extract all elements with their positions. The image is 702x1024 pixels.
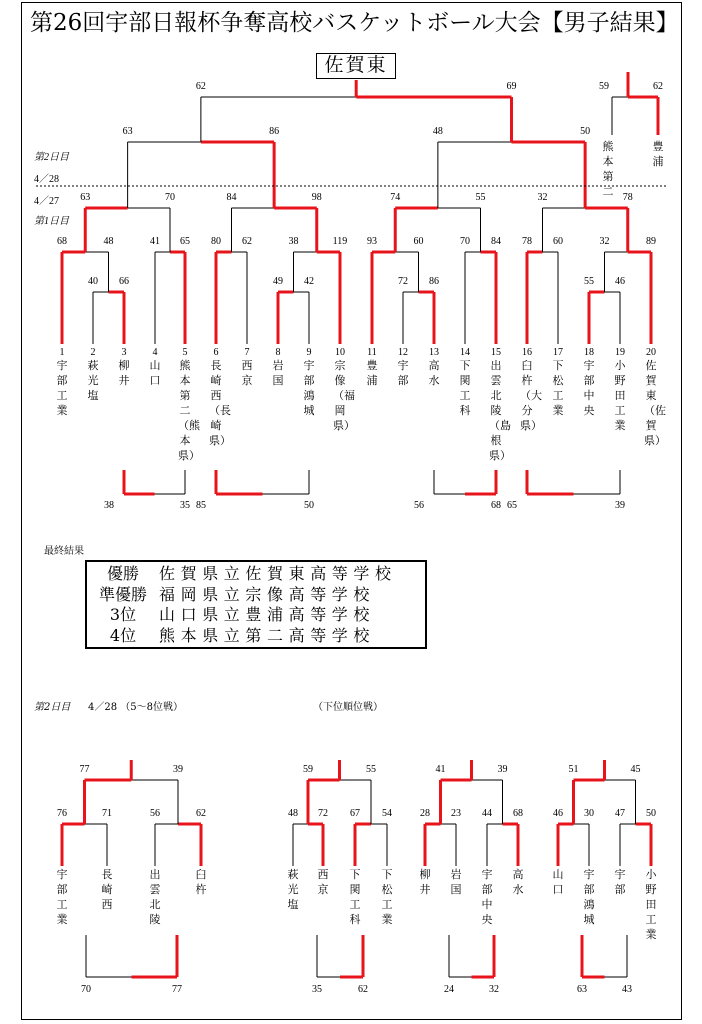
result-school: 福岡県立宗像高等学校 (159, 584, 376, 604)
match-score: 70 (165, 192, 175, 203)
school-name: 宇部中央 (481, 869, 493, 926)
school-name: 長崎西（長崎県） (209, 360, 231, 447)
school-entry (348, 868, 362, 928)
match-score: 32 (599, 236, 610, 247)
school-number: 15 (491, 347, 501, 358)
school-entry (601, 140, 615, 200)
match-score: 40 (88, 276, 98, 287)
match-score: 49 (273, 276, 283, 287)
match-score: 62 (196, 808, 206, 819)
day1-label: 第1日目 (34, 216, 69, 227)
school-name: 下関工科 (459, 360, 471, 417)
match-score: 47 (615, 808, 625, 819)
school-number: 19 (615, 347, 625, 358)
school-name: 熊本第二 (602, 141, 614, 198)
school-entry (100, 868, 114, 913)
school-entry (55, 346, 69, 419)
match-score: 98 (311, 192, 322, 203)
match-score: 23 (451, 808, 461, 819)
school-number: 6 (213, 347, 219, 358)
school-name: 山口 (552, 869, 564, 896)
school-entry (651, 140, 665, 170)
result-school: 佐賀県立佐賀東高等学校 (159, 564, 397, 583)
school-number: 5 (182, 347, 188, 358)
school-name: 宇部工業 (56, 360, 68, 417)
school-name: 宇部 (397, 360, 409, 387)
lower-consolation-score: 62 (358, 984, 368, 995)
page-title: 第26回宇部日報杯争奪高校バスケットボール大会【男子結果】 (30, 10, 679, 36)
school-number: 1 (59, 347, 65, 358)
school-entry (178, 346, 200, 464)
match-score: 59 (303, 764, 313, 775)
school-entry (302, 346, 316, 419)
match-score: 69 (506, 81, 517, 92)
consolation-score: 56 (414, 500, 424, 511)
match-score: 56 (150, 808, 160, 819)
school-number: 10 (335, 347, 345, 358)
school-entry (480, 868, 494, 928)
match-score: 67 (350, 808, 360, 819)
match-score: 86 (269, 126, 280, 137)
school-name: 下松工業 (381, 869, 393, 926)
match-score: 86 (429, 276, 439, 287)
match-score: 78 (622, 192, 633, 203)
school-name: 熊本第二（熊本県） (178, 360, 200, 462)
school-entry (582, 868, 596, 928)
school-entry (644, 868, 658, 943)
match-score: 119 (332, 236, 348, 247)
consolation-score: 35 (180, 500, 190, 511)
school-entry (644, 346, 666, 449)
school-name: 西京 (241, 360, 253, 387)
school-number: 13 (429, 347, 439, 358)
school-entry (396, 346, 410, 389)
result-rank: 4位 (109, 625, 137, 645)
final-results-table (85, 560, 427, 649)
match-score: 78 (522, 236, 532, 247)
school-entry (117, 346, 131, 389)
school-entry (582, 346, 596, 419)
school-name: 豊浦 (652, 141, 664, 168)
school-entry (86, 346, 100, 404)
school-number: 8 (275, 347, 281, 358)
school-name: 宇部鴻城 (303, 360, 315, 417)
lower-consolation-score: 63 (577, 984, 587, 995)
match-score: 89 (646, 236, 656, 247)
lower-consolation-score: 35 (312, 984, 322, 995)
match-score: 39 (173, 764, 183, 775)
match-score: 60 (413, 236, 424, 247)
match-score: 63 (80, 192, 91, 203)
school-entry (148, 346, 162, 389)
lower-sub-label: （下位順位戦） (313, 702, 383, 713)
match-score: 68 (57, 236, 67, 247)
school-entry (613, 346, 627, 434)
final-results-label: 最終結果 (44, 546, 84, 557)
match-score: 50 (580, 126, 591, 137)
school-name: 岩国 (272, 360, 284, 387)
school-entry (316, 868, 330, 898)
school-entry (286, 868, 300, 913)
lower-date-label: 4／28 （5～8位戦） (88, 702, 183, 713)
third-place-score: 62 (653, 81, 663, 92)
match-score: 51 (568, 764, 579, 775)
school-number: 17 (553, 347, 563, 358)
school-name: 柳井 (419, 869, 431, 896)
school-entry (55, 868, 69, 928)
consolation-score: 50 (304, 500, 314, 511)
school-name: 宇部中央 (583, 360, 595, 417)
match-score: 48 (103, 236, 114, 247)
result-row (87, 585, 425, 606)
school-entry (194, 868, 208, 898)
school-number: 7 (244, 347, 250, 358)
match-score: 55 (475, 192, 486, 203)
school-name: 小野田工業 (645, 869, 657, 941)
school-name: 宇部鴻城 (583, 869, 595, 926)
school-name: 宇部工業 (56, 869, 68, 926)
school-number: 3 (121, 347, 127, 358)
school-name: 臼杵 (195, 869, 207, 896)
school-number: 14 (460, 347, 470, 358)
match-score: 41 (435, 764, 446, 775)
school-name: 柳井 (118, 360, 130, 387)
school-name: 佐賀東（佐賀県） (644, 360, 666, 447)
champion-box: 佐賀東 (316, 53, 396, 79)
match-score: 80 (211, 236, 221, 247)
match-score: 84 (491, 236, 501, 247)
third-place-score: 59 (599, 81, 609, 92)
school-number: 11 (367, 347, 377, 358)
match-score: 50 (646, 808, 656, 819)
school-number: 2 (90, 347, 96, 358)
school-entry (365, 346, 379, 389)
consolation-score: 65 (507, 500, 517, 511)
school-entry (551, 346, 565, 419)
match-score: 74 (390, 192, 401, 203)
school-entry (271, 346, 285, 389)
consolation-score: 85 (196, 500, 206, 511)
match-score: 77 (79, 764, 90, 775)
school-name: 宇部 (614, 869, 626, 896)
match-score: 44 (482, 808, 492, 819)
school-entry (209, 346, 231, 449)
match-score: 55 (584, 276, 594, 287)
match-score: 55 (366, 764, 376, 775)
school-name: 高水 (428, 360, 440, 387)
result-school: 熊本県立第二高等学校 (159, 625, 376, 645)
match-score: 39 (497, 764, 508, 775)
day2-label: 第2日目 (34, 152, 69, 163)
result-school: 山口県立豊浦高等学校 (159, 605, 376, 624)
match-score: 30 (584, 808, 594, 819)
school-entry (458, 346, 472, 419)
school-name: 高水 (512, 869, 524, 896)
match-score: 84 (226, 192, 237, 203)
school-number: 18 (584, 347, 594, 358)
consolation-score: 68 (491, 500, 501, 511)
school-entry (613, 868, 627, 898)
school-name: 萩光塩 (87, 360, 99, 402)
day2-date: 4／28 (34, 174, 59, 185)
school-name: 下関工科 (349, 869, 361, 926)
match-score: 28 (420, 808, 430, 819)
school-entry (449, 868, 463, 898)
school-entry (520, 346, 542, 434)
match-score: 70 (460, 236, 470, 247)
match-score: 42 (304, 276, 314, 287)
school-number: 20 (646, 347, 656, 358)
school-number: 12 (398, 347, 408, 358)
match-score: 60 (553, 236, 563, 247)
match-score: 46 (553, 808, 563, 819)
match-score: 32 (537, 192, 548, 203)
consolation-score: 39 (615, 500, 625, 511)
school-entry (333, 346, 355, 434)
match-score: 72 (398, 276, 408, 287)
school-number: 9 (306, 347, 312, 358)
school-entry (418, 868, 432, 898)
school-entry (380, 868, 394, 928)
lower-consolation-score: 70 (81, 984, 91, 995)
result-rank: 優勝 (106, 564, 139, 583)
match-score: 63 (122, 126, 133, 137)
result-rank: 3位 (109, 605, 137, 624)
school-name: 西京 (317, 869, 329, 896)
consolation-score: 38 (104, 500, 114, 511)
day1-date: 4／27 (34, 196, 59, 207)
lower-day-label: 第2日目 (34, 702, 71, 713)
match-score: 65 (180, 236, 190, 247)
school-entry (148, 868, 162, 928)
match-score: 41 (150, 236, 160, 247)
school-name: 岩国 (450, 869, 462, 896)
match-score: 46 (615, 276, 625, 287)
school-entry (489, 346, 511, 464)
school-name: 臼杵（大分県） (520, 360, 542, 432)
match-score: 68 (513, 808, 523, 819)
lower-consolation-score: 32 (489, 984, 499, 995)
result-row (87, 605, 425, 626)
school-name: 豊浦 (366, 360, 378, 387)
match-score: 48 (432, 126, 443, 137)
result-row (87, 564, 425, 585)
school-name: 出雲北陵 (149, 869, 161, 926)
school-number: 16 (522, 347, 532, 358)
school-entry (427, 346, 441, 389)
match-score: 62 (195, 81, 206, 92)
school-number: 4 (152, 347, 158, 358)
match-score: 45 (630, 764, 641, 775)
match-score: 62 (242, 236, 252, 247)
lower-consolation-score: 24 (444, 984, 454, 995)
school-name: 山口 (149, 360, 161, 387)
school-entry (240, 346, 254, 389)
result-rank: 準優勝 (98, 584, 147, 604)
match-score: 71 (102, 808, 112, 819)
school-name: 宗像（福岡県） (333, 360, 355, 432)
match-score: 76 (57, 808, 67, 819)
result-row (87, 626, 425, 647)
lower-consolation-score: 43 (622, 984, 632, 995)
school-name: 出雲北陵（島根県） (489, 360, 511, 462)
school-entry (551, 868, 565, 898)
school-name: 長崎西 (101, 869, 113, 911)
school-entry (511, 868, 525, 898)
school-name: 小野田工業 (614, 360, 626, 432)
match-score: 72 (318, 808, 328, 819)
match-score: 54 (382, 808, 392, 819)
school-name: 下松工業 (552, 360, 564, 417)
lower-consolation-score: 77 (172, 984, 182, 995)
school-name: 萩光塩 (287, 869, 299, 911)
match-score: 66 (119, 276, 129, 287)
match-score: 48 (288, 808, 298, 819)
match-score: 93 (367, 236, 377, 247)
match-score: 38 (288, 236, 299, 247)
